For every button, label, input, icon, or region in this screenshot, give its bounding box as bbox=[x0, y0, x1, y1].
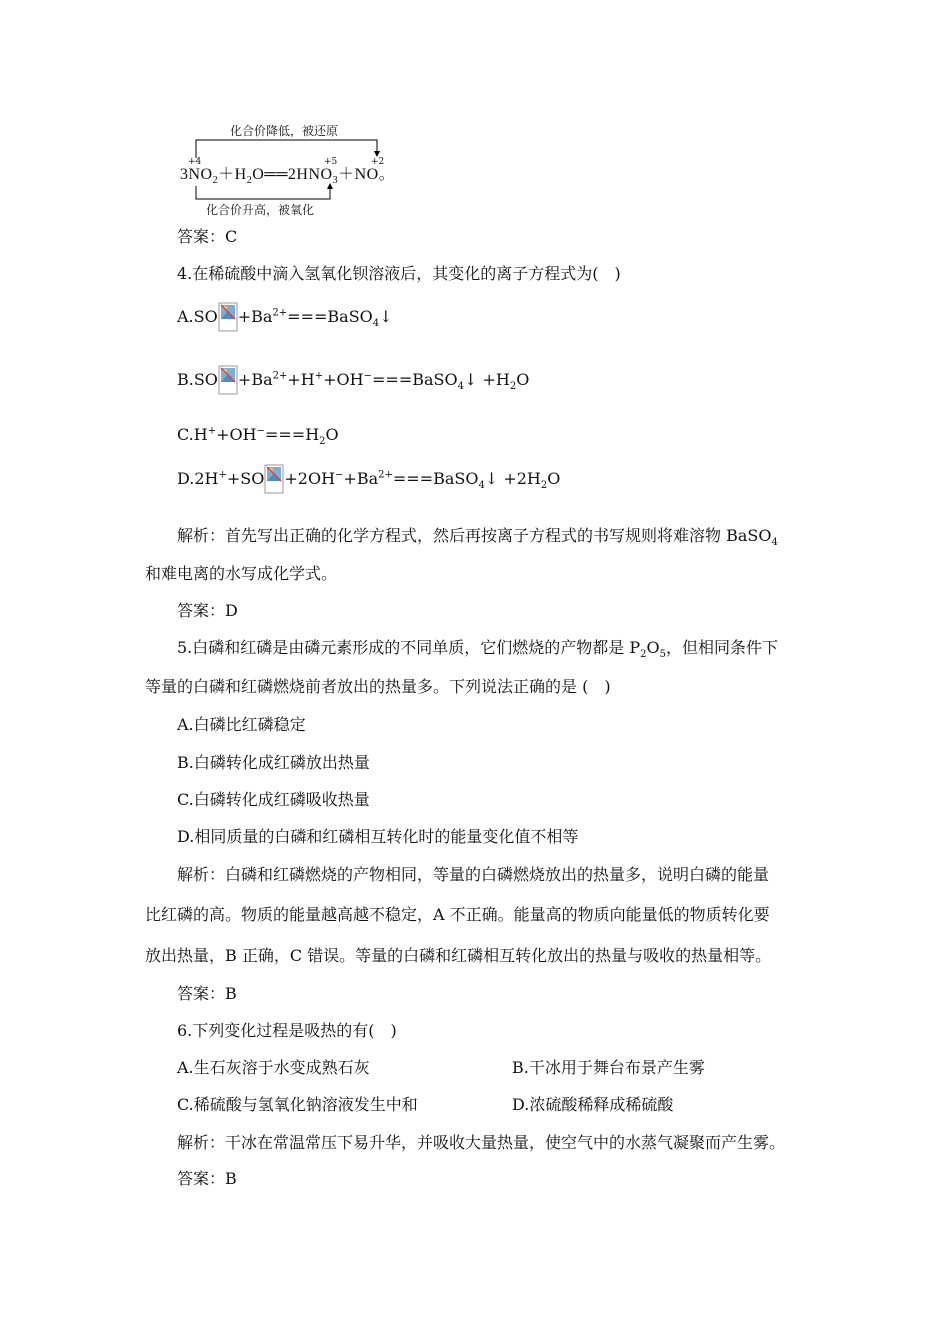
reduction-label: 化合价降低，被还原 bbox=[230, 124, 339, 138]
q4-stem: 4.在稀硫酸中滴入氢氧化钡溶液后，其变化的离子方程式为( ) bbox=[177, 264, 621, 283]
q6-stem: 6.下列变化过程是吸热的有( ) bbox=[177, 1021, 397, 1040]
broken-image-icon bbox=[218, 302, 238, 337]
q4-answer: 答案：D bbox=[177, 601, 238, 620]
q6-option-c: C.稀硫酸与氢氧化钠溶液发生中和 bbox=[177, 1095, 418, 1114]
q6-option-d: D.浓硫酸稀释成稀硫酸 bbox=[512, 1095, 674, 1114]
q5-option-c: C.白磷转化成红磷吸收热量 bbox=[177, 790, 370, 809]
oxidation-label: 化合价升高，被氧化 bbox=[206, 203, 315, 217]
broken-image-icon bbox=[264, 464, 284, 499]
q6-option-b: B.干冰用于舞台布景产生雾 bbox=[512, 1058, 705, 1077]
broken-image-icon bbox=[218, 365, 238, 400]
q6-option-a: A.生石灰溶于水变成熟石灰 bbox=[177, 1058, 370, 1077]
q5-stem-line1: 5.白磷和红磷是由磷元素形成的不同单质，它们燃烧的产物都是 $P_2O_5$，但相同条件下 bbox=[177, 638, 779, 661]
redox-brackets bbox=[0, 0, 950, 230]
q5-analysis-line2: 比红磷的高。物质的能量越高越不稳定，A 不正确。能量高的物质向能量低的物质转化要 bbox=[145, 905, 770, 924]
q3-answer: 答案：C bbox=[177, 227, 238, 246]
q4-option-b: $B.SO +Ba^{2+}+H^++OH^-===BaSO_4↓ +H_2O$ bbox=[177, 365, 529, 400]
q5-analysis-line1: 解析：白磷和红磷燃烧的产物相同，等量的白磷燃烧放出的热量多，说明白磷的能量 bbox=[177, 865, 770, 884]
q4-option-c: $C.H^++OH^-===H_2O$ bbox=[177, 425, 339, 448]
q5-option-d: D.相同质量的白磷和红磷相互转化时的能量变化值不相等 bbox=[177, 827, 579, 846]
q4-analysis-line1: 解析：首先写出正确的化学方程式，然后再按离子方程式的书写规则将难溶物 BaSO$_4$ bbox=[177, 526, 778, 549]
q6-analysis: 解析：干冰在常温常压下易升华，并吸收大量热量，使空气中的水蒸气凝聚而产生雾。 bbox=[177, 1133, 786, 1152]
redox-equation: $3NO_2+H_2O══2HNO_3+NO$。 bbox=[180, 166, 396, 187]
ox-state-n-plus5: +5 bbox=[324, 157, 338, 167]
q5-option-a: A.白磷比红磷稳定 bbox=[177, 715, 306, 734]
q5-stem-line2: 等量的白磷和红磷燃烧前者放出的热量多。下列说法正确的是 ( ) bbox=[145, 677, 611, 696]
q5-option-b: B.白磷转化成红磷放出热量 bbox=[177, 753, 370, 772]
q4-option-a: $A.SO +Ba^{2+}===BaSO_4↓$ bbox=[177, 302, 393, 337]
q6-answer: 答案：B bbox=[177, 1169, 237, 1188]
q4-analysis-line2: 和难电离的水写成化学式。 bbox=[145, 564, 338, 583]
ox-state-n-plus4: +4 bbox=[188, 157, 202, 167]
ox-state-n-plus2: +2 bbox=[371, 157, 385, 167]
q4-option-d: $D.2H^++SO +2OH^-+Ba^{2+}===BaSO_4↓ +2H_2O$ bbox=[177, 464, 560, 499]
q5-answer: 答案：B bbox=[177, 984, 237, 1003]
q5-analysis-line3: 放出热量，B 正确，C 错误。等量的白磷和红磷相互转化放出的热量与吸收的热量相等。 bbox=[145, 946, 772, 965]
